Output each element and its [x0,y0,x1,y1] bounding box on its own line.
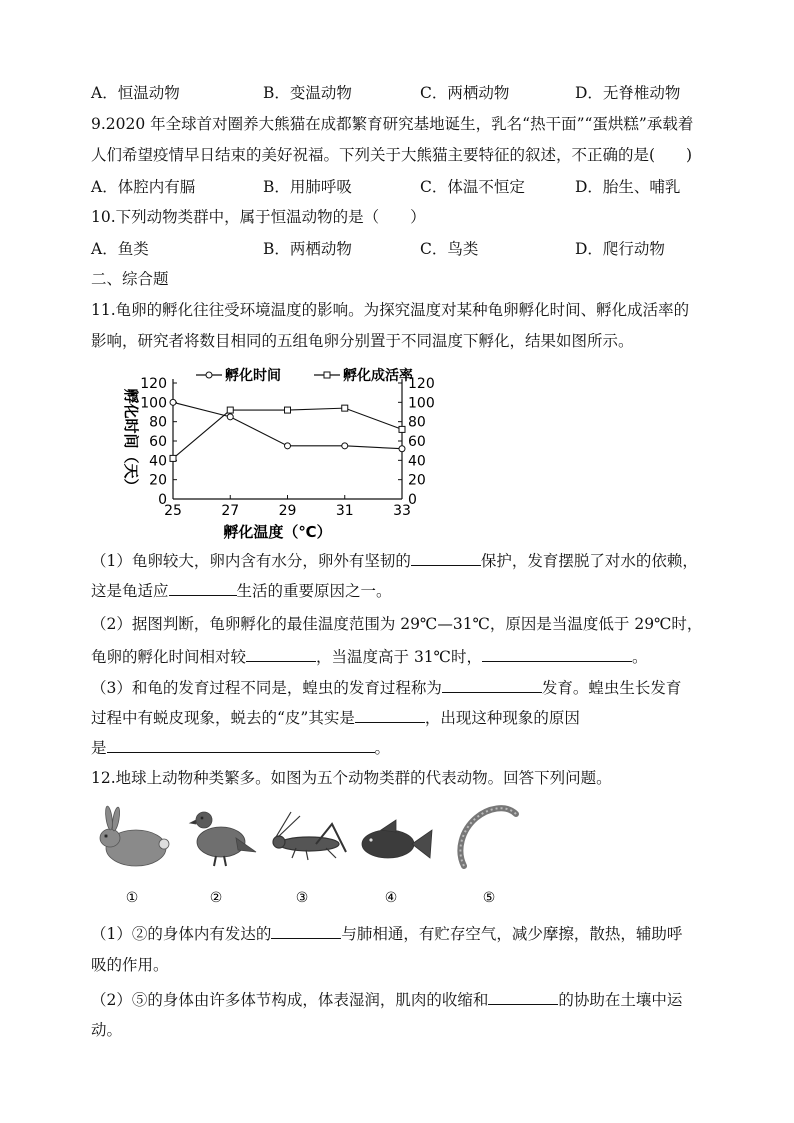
pigeon-image [190,812,256,866]
q11-stem-line1: 11.龟卵的孵化往往受环境温度的影响。为探究温度对某种龟卵孵化时间、孵化成活率的 [91,301,690,319]
q11-p1c: 这是龟适应 [91,582,169,600]
q11-p3b: 发育。蝗虫生长发育 [541,679,682,697]
q9-stem-line1: 9.2020 年全球首对圈养大熊猫在成都繁育研究基地诞生，乳名“热干面”“蛋烘糕”承载着 [91,115,694,133]
rabbit-image [100,806,169,866]
answer-blank[interactable] [246,645,316,662]
q11-part2-line1: （2）据图判断，龟卵孵化的最佳温度范围为 29℃—31℃，原因是当温度低于 29℃时， [91,615,703,633]
q11-p2b: 龟卵的孵化时间相对较 [91,648,247,666]
x-tick-label: 29 [278,503,297,519]
q12-p1a: （1）②的身体内有发达的 [91,925,272,943]
q11-p3f: 。 [374,739,391,757]
y2-tick-label: 100 [408,395,435,412]
y-tick-label: 120 [140,376,167,392]
q11-p1b: 保护，发育摆脱了对水的依赖， [480,552,698,570]
answer-blank[interactable] [411,549,481,566]
q9-option-c: C．体温不恒定 [420,178,525,196]
y-tick-label: 40 [149,453,167,470]
q10-option-a: A．鱼类 [91,240,149,258]
data-point [399,446,405,452]
q11-part3-line2 [91,706,580,729]
data-point [227,414,233,420]
answer-blank[interactable] [482,645,632,662]
q10-stem: 10.下列动物类群中，属于恒温动物的是（ ） [91,208,426,226]
series-line [173,408,402,458]
q11-p1d: 生活的重要原因之一。 [236,582,392,600]
y2-tick-label: 20 [408,472,426,489]
x-tick-label: 33 [393,503,411,519]
grasshopper-image [273,812,346,860]
data-point [342,443,348,449]
y2-tick-label: 60 [408,434,426,450]
q8-option-c: C．两栖动物 [420,84,510,102]
q8-option-a: A．恒温动物 [91,84,180,102]
y2-tick-label: 80 [408,414,426,431]
data-point [285,443,291,449]
x-tick-label: 31 [335,503,354,519]
answer-blank[interactable] [355,706,425,723]
q12-part2-line1 [91,988,682,1011]
q12-part2-line2: 动。 [91,1021,123,1039]
q11-p2c: ，当温度高于 31℃时， [316,648,483,666]
y2-tick-label: 40 [408,453,426,470]
q12-p1b: 与肺相通，有贮存空气，减少摩擦，散热，辅助呼 [341,925,683,943]
data-point [170,455,176,461]
q12-p2b: 的协助在土壤中运 [558,991,683,1009]
x-tick-label: 25 [164,503,182,519]
y-tick-label: 20 [149,472,167,489]
data-point [285,407,291,413]
q8-option-d: D．无脊椎动物 [575,84,681,102]
q9-stem-line2: 人们希望疫情早日结束的美好祝福。下列关于大熊猫主要特征的叙述，不正确的是( ) [91,146,693,164]
q9-option-b: B．用肺呼吸 [263,178,352,196]
earthworm-image [460,808,516,866]
q11-p2d: 。 [632,648,648,666]
y-tick-label: 100 [140,395,167,412]
y-tick-label: 60 [149,434,167,450]
q11-part2-line2 [91,645,648,668]
legend-label: 孵化成活率 [343,368,413,384]
q11-part3-line3 [91,736,390,759]
q8-option-b: B．变温动物 [263,84,352,102]
q10-option-b: B．两栖动物 [263,240,352,258]
answer-blank[interactable] [169,579,237,596]
q11-p3c: 过程中有蜕皮现象，蜕去的“皮”其实是 [91,709,355,727]
hatching-chart [100,365,440,547]
animal-label-5: ⑤ [482,890,496,906]
fish-image [362,820,432,858]
answer-blank[interactable] [488,988,558,1005]
legend-marker [206,372,212,378]
q12-stem: 12.地球上动物种类繁多。如图为五个动物类群的代表动物。回答下列问题。 [91,769,612,787]
q11-part1-line2 [91,579,392,602]
data-point [342,405,348,411]
q11-p3e: 是 [91,739,107,757]
q10-option-d: D．爬行动物 [575,240,665,258]
y-tick-label: 0 [158,492,167,508]
q12-p2a: （2）⑤的身体由许多体节构成，体表湿润，肌肉的收缩和 [91,991,489,1009]
y2-tick-label: 0 [408,492,417,508]
x-axis-label: 孵化温度（℃） [223,523,332,541]
q12-part1-line1 [91,922,682,945]
legend-marker [324,372,330,378]
q11-p1a: （1）龟卵较大，卵内含有水分，卵外有坚韧的 [91,552,411,570]
answer-blank[interactable] [107,736,375,753]
x-tick-label: 27 [221,503,240,519]
data-point [227,407,233,413]
legend-label: 孵化时间 [225,368,281,384]
y-axis-label: 孵化时间（天） [122,388,140,494]
q10-option-c: C．鸟类 [420,240,479,258]
animal-label-4: ④ [384,890,398,906]
q9-option-a: A．体腔内有膈 [91,178,196,196]
answer-blank[interactable] [442,676,542,693]
q11-stem-line2: 影响，研究者将数目相同的五组龟卵分别置于不同温度下孵化，结果如图所示。 [91,332,634,350]
animal-label-2: ② [209,890,223,906]
y2-tick-label: 120 [408,376,435,392]
q11-part1-line1 [91,549,698,572]
q9-option-d: D．胎生、哺乳 [575,178,681,196]
q11-p3a: （3）和龟的发育过程不同是，蝗虫的发育过程称为 [91,679,442,697]
q11-p3d: ，出现这种现象的原因 [424,709,580,727]
q12-part1-line2: 吸的作用。 [91,956,169,974]
y-tick-label: 80 [149,414,167,431]
data-point [399,426,405,432]
animal-label-3: ③ [295,890,309,906]
animal-label-1: ① [125,890,139,906]
section-title: 二、综合题 [91,270,169,288]
q11-part3-line1 [91,676,681,699]
data-point [170,399,176,405]
answer-blank[interactable] [271,922,341,939]
animal-figure [96,800,536,910]
